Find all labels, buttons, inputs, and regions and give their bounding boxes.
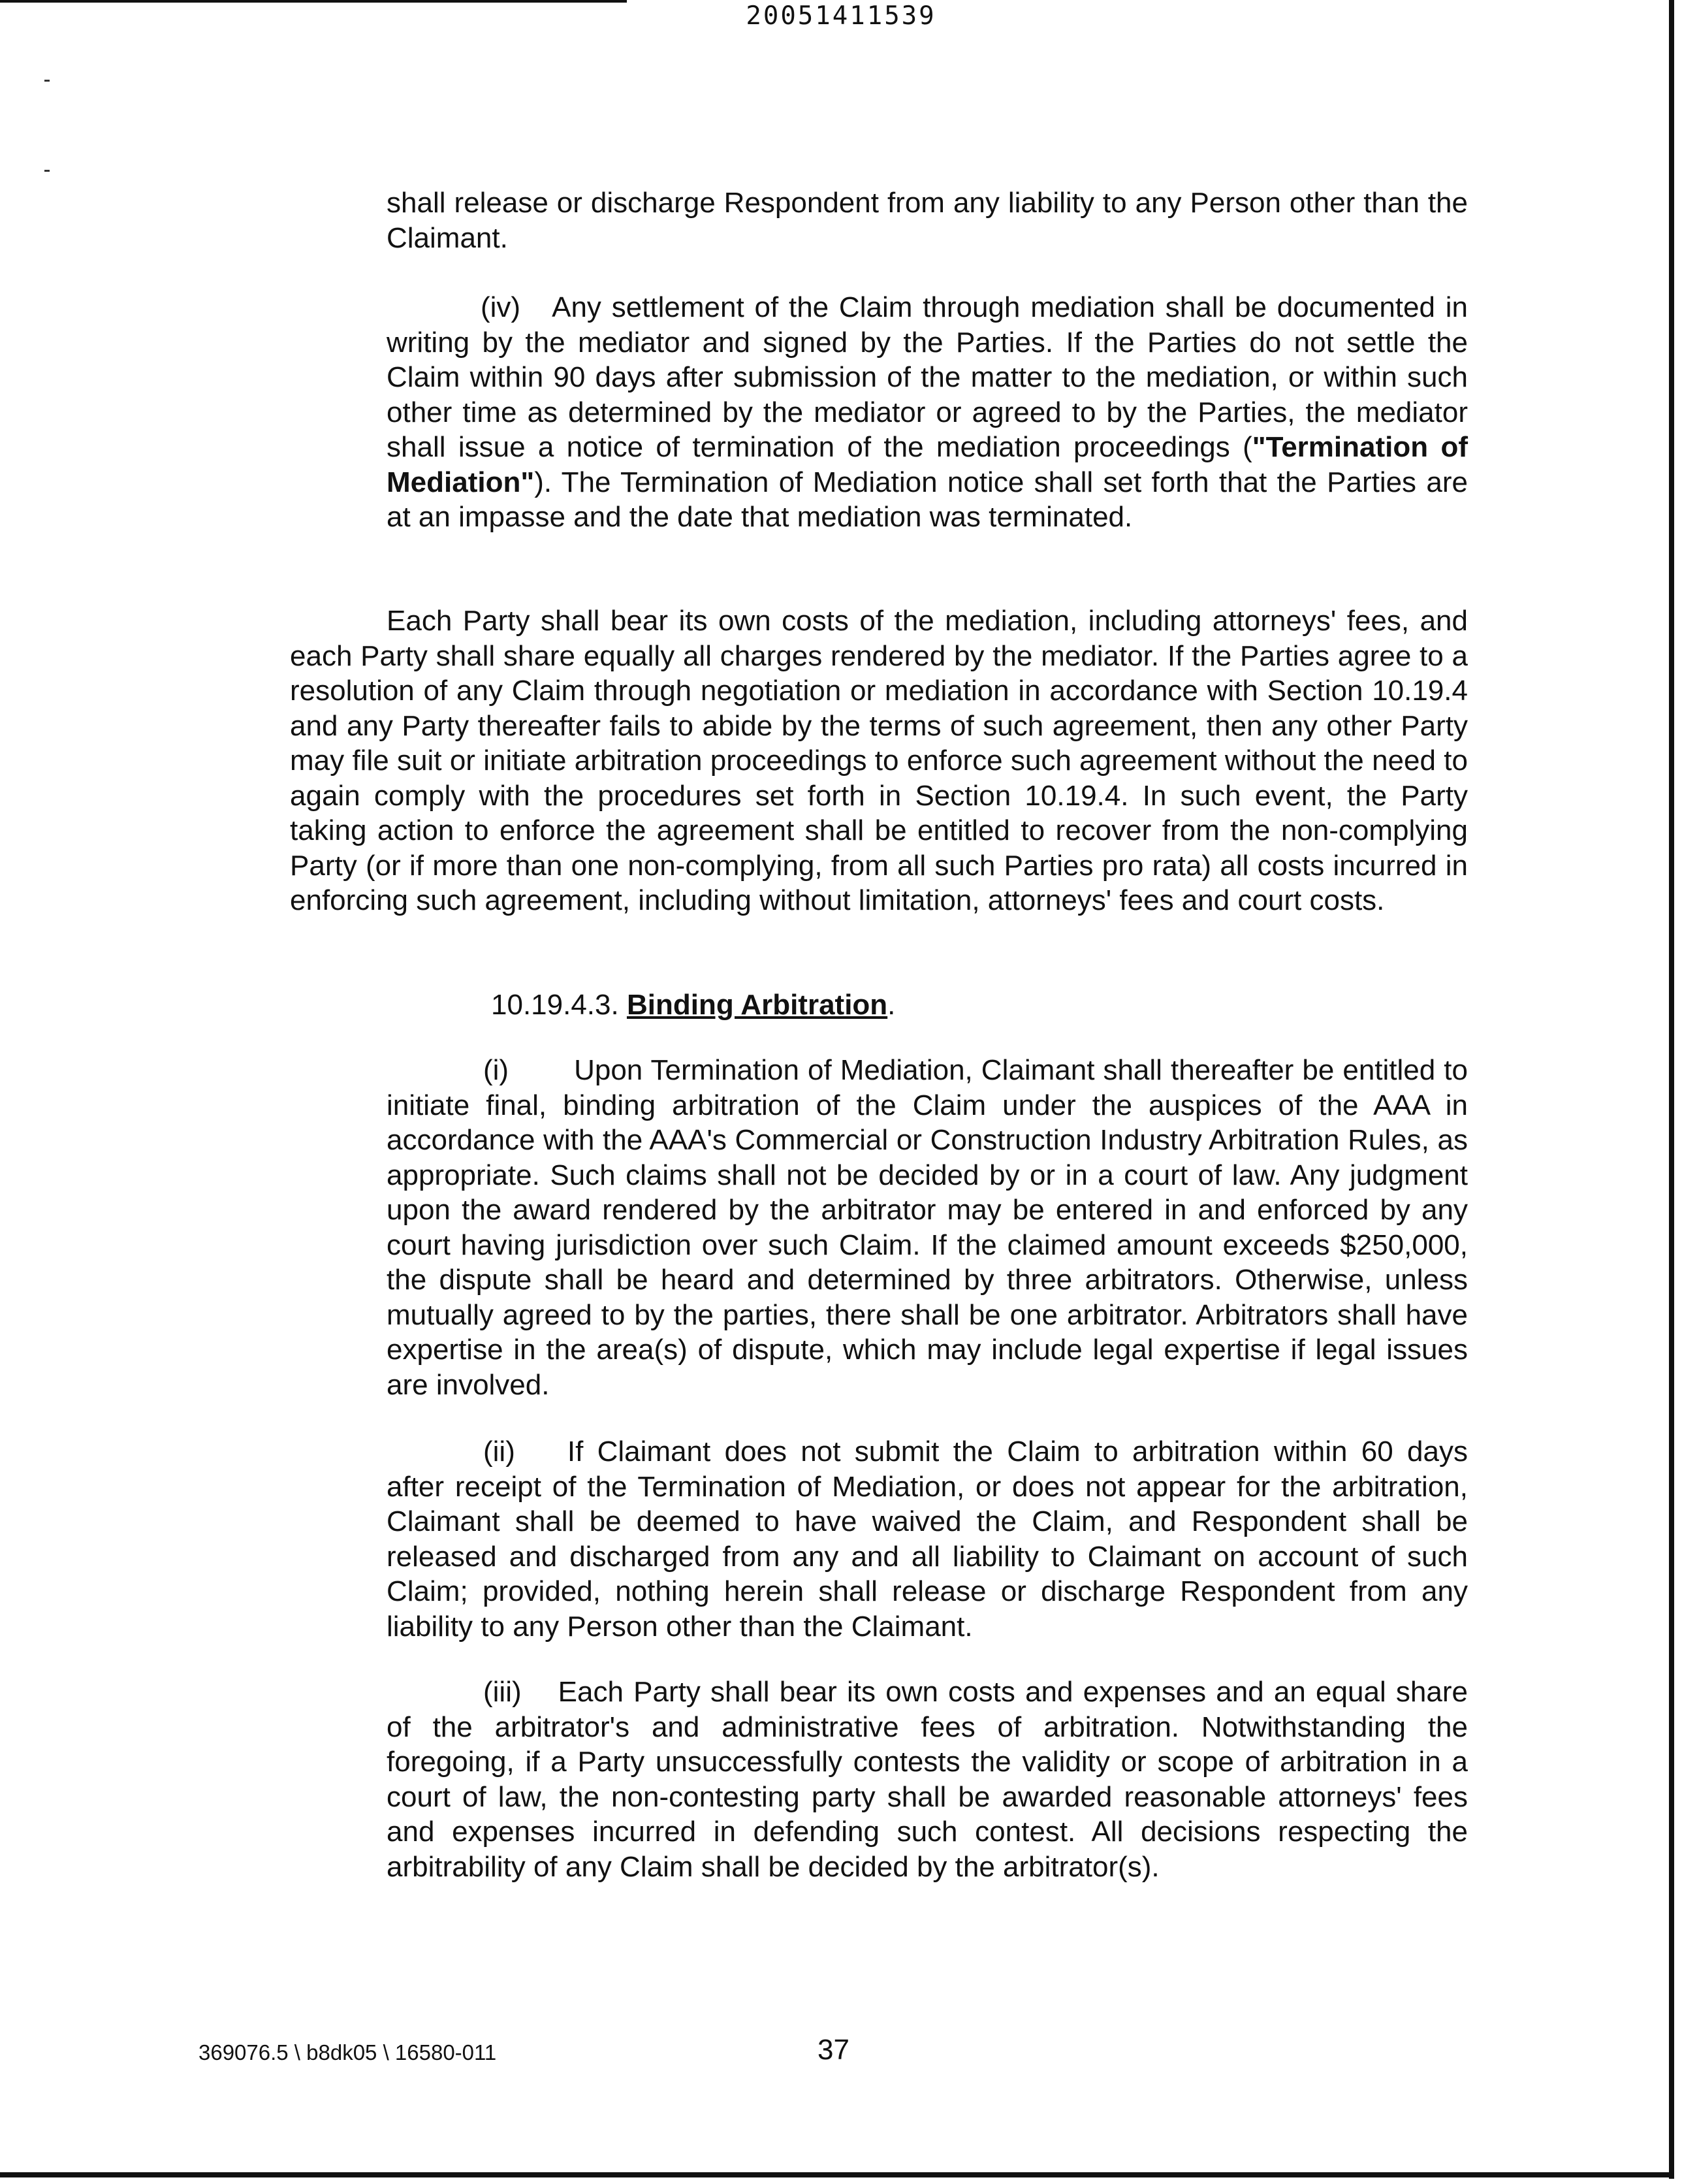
paragraph-marker: (i) (483, 1054, 509, 1086)
scan-speck (44, 170, 50, 172)
paragraph-marker: (iii) (483, 1676, 522, 1708)
scan-border-bottom (0, 2172, 1674, 2177)
paragraph-marker: (ii) (483, 1436, 515, 1468)
paragraph-iv: (iv) Any settlement of the Claim through mediation shall be documented in writing by the mediator and signed by the Parties. If the Parties do not settle the Claim within 90 days after submission of the matter to the mediation, or within such other time as determined by the mediator or agreed to by the Parties, the mediator shall issue a notice of termination of the mediation proceedings ("Termination of Mediation"). The Termination of Mediation notice shall set forth that the Parties are at an impasse and the date that mediation was terminated. (387, 291, 1468, 533)
paragraph-marker: (iv) (481, 291, 521, 323)
page-number: 37 (817, 2034, 849, 2066)
paragraph-costs-of-mediation: Each Party shall bear its own costs of the mediation, including attorneys' fees, and each Party shall share equally all charges rendered by the mediator. If the Parties agree to a resolution of any Claim through negotiation or mediation in accordance with Section 10.19.4 and any Party thereafter fails to abide by the terms of such agreement, then any other Party may file suit or initiate arbitration proceedings to enforce such agreement without the need to again comply with the procedures set forth in Section 10.19.4. In such event, the Party taking action to enforce the agreement shall be entitled to recover from the non-complying Party (or if more than one non-complying, from all such Parties pro rata) all costs incurred in enforcing such agreement, including without limitation, attorneys' fees and court costs. (290, 605, 1468, 916)
section-heading: 10.19.4.3. Binding Arbitration. (491, 989, 896, 1021)
scan-border-right (1669, 0, 1674, 2179)
paragraph-continuation: shall release or discharge Respondent from any liability to any Person other than the Claimant. (387, 187, 1468, 254)
footer-document-reference: 369076.5 \ b8dk05 \ 16580-011 (198, 2040, 497, 2064)
paragraph-i: (i) Upon Termination of Mediation, Claimant shall thereafter be entitled to initiate final, binding arbitration of the Claim under the auspices of the AAA in accordance with the AAA's Commercial or Construction Industry Arbitration Rules, as appropriate. Such claims shall not be decided by or in a court of law. Any judgment upon the award rendered by the arbitrator may be entered in and enforced by any court having jurisdiction over such Claim. If the claimed amount exceeds $250,000, the dispute shall be heard and determined by three arbitrators. Otherwise, unless mutually agreed to by the parties, there shall be one arbitrator. Arbitrators shall have expertise in the area(s) of dispute, which may include legal expertise if legal issues are involved. (387, 1054, 1468, 1401)
section-number: 10.19.4.3. (491, 989, 619, 1021)
document-stamp: 20051411539 (746, 1, 936, 31)
scan-speck (44, 80, 50, 82)
paragraph-ii: (ii) If Claimant does not submit the Claim to arbitration within 60 days after receipt of the Termination of Mediation, or does not appear for the arbitration, Claimant shall be deemed to have waived the Claim, and Respondent shall be released and discharged from any and all liability to Claimant on account of such Claim; provided, nothing herein shall release or discharge Respondent from any liability to any Person other than the Claimant. (387, 1436, 1468, 1643)
defined-term: "Termination of Mediation" (387, 431, 1468, 498)
paragraph-iii: (iii) Each Party shall bear its own costs and expenses and an equal share of the arbitrator's and administrative fees of arbitration. Notwithstanding the foregoing, if a Party unsuccessfully contests the validity or scope of arbitration in a court of law, the non-contesting party shall be awarded reasonable attorneys' fees and expenses incurred in defending such contest. All decisions respecting the arbitrability of any Claim shall be decided by the arbitrator(s). (387, 1676, 1468, 1883)
section-title: Binding Arbitration (626, 989, 888, 1021)
